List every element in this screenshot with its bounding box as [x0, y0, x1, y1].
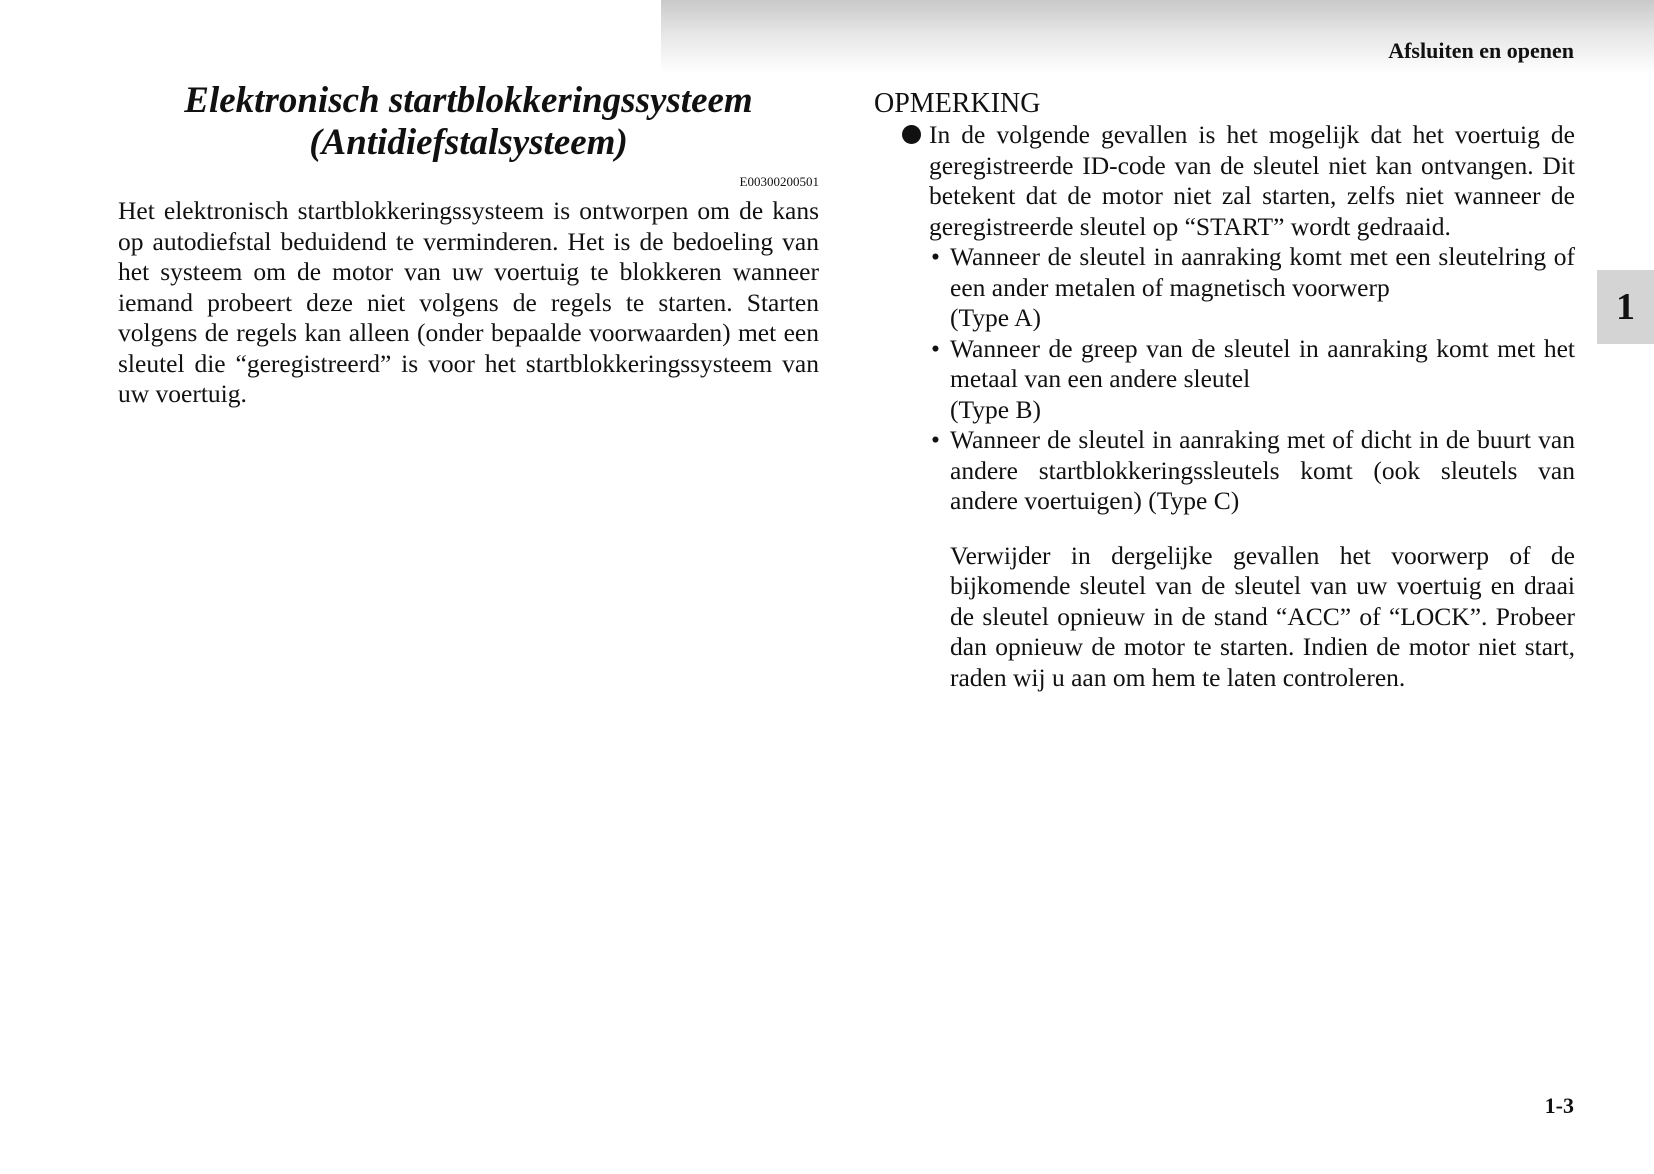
list-item-text: Wanneer de sleutel in aanraking komt met een sleutelring of een ander metalen of magnetisch voorwerp: [950, 242, 1575, 302]
chapter-tab: 1: [1597, 270, 1654, 344]
left-column: [118, 80, 819, 410]
note-column: [874, 88, 1575, 693]
intro-paragraph: Het elektronisch startblokkeringssysteem is ontworpen om de kans op autodiefstal beduidend te verminderen. Het is de bedoeling van het systeem om de motor van uw voertuig te blokkeren wanneer iemand probeert deze niet volgens de regels te starten. Starten volgens de regels kan alleen (onder bepaalde voorwaarden) met een sleutel die “geregistreerd” is voor het startblokkeringssysteem van uw voertuig.: [118, 196, 819, 408]
list-item-text: Wanneer de sleutel in aanraking met of dicht in de buurt van andere startblokkeringssleutels komt (ook sleutels van andere voertuigen) (Type C): [950, 425, 1575, 515]
list-item: [929, 425, 1575, 517]
bullet-dot-icon: [902, 125, 921, 144]
note-intro: [874, 120, 1575, 242]
section-title: [118, 80, 819, 164]
note-intro-text: In de volgende gevallen is het mogelijk dat het voertuig de geregistreerde ID-code van de sleutel niet kan ontvangen. Dit betekent dat de motor niet zal starten, zelfs niet wanneer de geregistreerde sleutel op “START” wordt gedraaid.: [929, 120, 1575, 241]
bullet-icon: •: [931, 425, 940, 454]
bullet-icon: •: [931, 333, 940, 363]
document-code: E00300200501: [739, 174, 819, 189]
note-title: OPMERKING: [874, 88, 1041, 119]
list-item: [929, 334, 1575, 426]
title-line-2: (Antidiefstalsysteem): [309, 122, 628, 163]
list-item: [929, 242, 1575, 334]
list-item-type: (Type B): [950, 394, 1041, 424]
title-line-1: Elektronisch startblokkeringssysteem: [184, 80, 753, 121]
cases-list: [874, 242, 1575, 517]
list-item-text: Wanneer de greep van de sleutel in aanraking komt met het metaal van een andere sleutel: [950, 333, 1575, 393]
note-instruction: Verwijder in dergelijke gevallen het voorwerp of de bijkomende sleutel van de sleutel van uw voertuig en draai de sleutel opnieuw in de stand “ACC” of “LOCK”. Probeer dan opnieuw de motor te starten. Indien de motor niet start, raden wij u aan om hem te laten controleren.: [950, 540, 1575, 692]
list-item-type: (Type A): [950, 303, 1041, 332]
page-number: 1-3: [1544, 1093, 1574, 1118]
section-header: Afsluiten en openen: [1388, 38, 1574, 63]
bullet-icon: •: [931, 242, 940, 271]
